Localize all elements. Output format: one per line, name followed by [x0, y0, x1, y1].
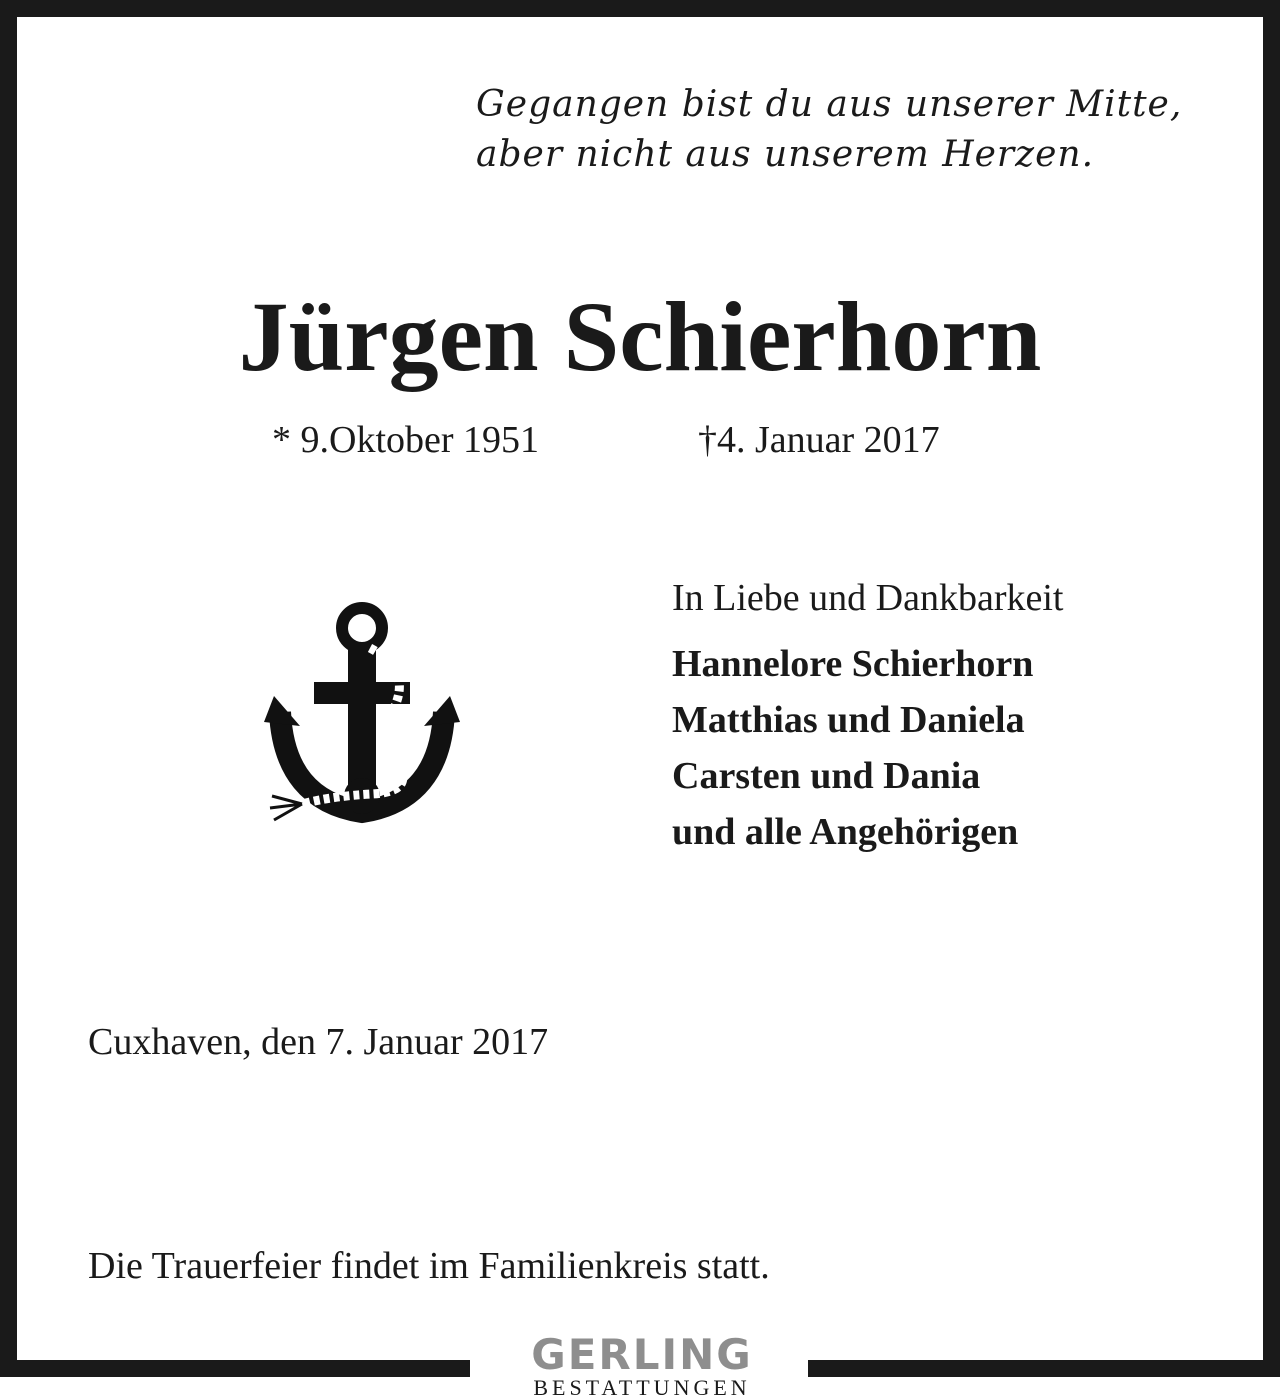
dedication: In Liebe und Dankbarkeit — [672, 577, 1064, 619]
deceased-name: Jürgen Schierhorn — [238, 281, 1042, 392]
place-date: Cuxhaven, den 7. Januar 2017 — [88, 1021, 549, 1063]
anchor-icon — [262, 600, 462, 830]
bottom-border-right — [808, 1360, 1280, 1377]
mourner: und alle Angehörigen — [672, 811, 1019, 853]
motto-line-2: aber nicht aus unserem Herzen. — [476, 134, 1095, 175]
funeral-note: Die Trauerfeier findet im Familienkreis statt. — [88, 1245, 770, 1287]
bottom-border-left — [0, 1360, 470, 1377]
birth-date: * 9.Oktober 1951 — [272, 419, 540, 461]
motto — [476, 80, 1182, 180]
motto-line-1: Gegangen bist du aus unserer Mitte, — [476, 84, 1183, 125]
mourner: Hannelore Schierhorn — [672, 643, 1034, 685]
logo-name: GERLING — [531, 1330, 753, 1379]
funeral-home-logo — [478, 1330, 806, 1400]
logo-subtitle: BESTATTUNGEN — [533, 1375, 751, 1400]
mourners-list — [672, 636, 1033, 860]
mourner: Matthias und Daniela — [672, 699, 1025, 741]
mourner: Carsten und Dania — [672, 755, 981, 797]
death-date: †4. Januar 2017 — [698, 419, 940, 461]
